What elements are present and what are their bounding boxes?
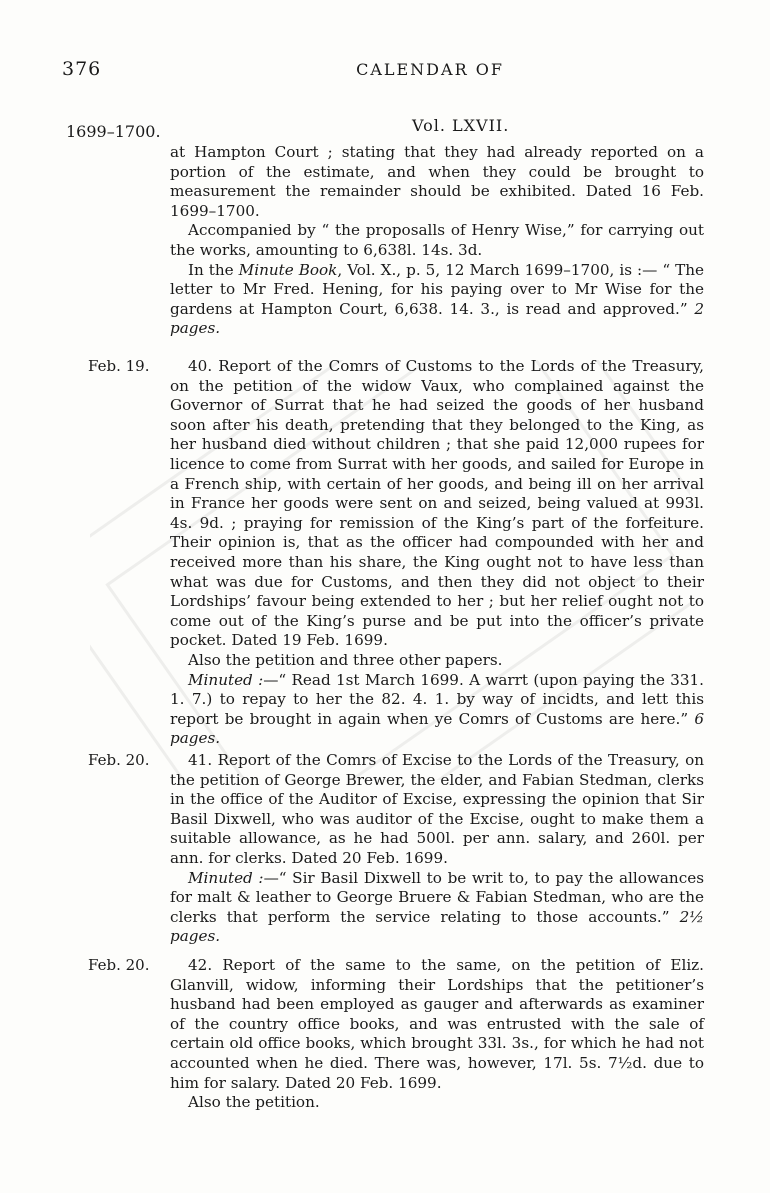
entry-40-enclosures: Also the petition and three other papers.	[188, 650, 503, 669]
minute-book-title: Minute Book	[238, 260, 338, 279]
minute-book-prefix: In the	[188, 260, 239, 279]
entry-42-enclosures: Also the petition.	[188, 1093, 320, 1112]
entry-continuation	[170, 143, 704, 339]
volume-heading: Vol. LXVII.	[412, 116, 510, 135]
minuted-label: Minuted :	[188, 868, 264, 887]
minute-text: —“ Sir Basil Dixwell to be writ to, to pay the allowances for malt & leather to George Bruere & Fabian Stedman, who are the clerks that perform the service relating to those accounts.”	[170, 868, 704, 926]
running-title: CALENDAR OF	[356, 60, 504, 79]
entry-40-report: 40. Report of the Comrs of Customs to the Lords of the Treasury, on the petition of the widow Vaux, who complained against the Governor of Surrat that he had seized the goods of her husband soon after his death, pretending that they belonged to the King, as her husband died without children ; that she paid 12,000 rupees for licence to come from Surrat with her goods, and sailed for Europe in a French ship, with certain of her goods, and being ill on her arrival in France her goods were sent on and seized, being valued at 993l. 4s. 9d. ; praying for remission of the King’s part of the forfeiture. Their opinion is, that as the officer had compounded with her and received more than his share, the King ought not to have less than what was due for Customs, and then they did not object to their Lordships’ favour being extended to her ; but her relief ought not to come out of the King’s purse and be put into the officer’s private pocket. Dated 19 Feb. 1699.	[170, 357, 704, 650]
entry-42	[170, 956, 704, 1113]
entry-date-42: Feb. 20.	[88, 956, 150, 974]
entry-41	[170, 751, 704, 947]
minute-text: —“ Read 1st March 1699. A warrt (upon paying the 331. 1. 7.) to repay to her the 82. 4. 1. by way of incidts, and lett this report be brought in again when ye Comrs of Customs are here.”	[170, 670, 705, 728]
minute-book-text: , Vol. X., p. 5, 12 March 1699–1700, is :— “ The letter to Mr Fred. Hening, for his paying over to Mr Wise for the gardens at Hampton Court, 6,638. 14. 3., is read and approved.”	[170, 260, 704, 318]
entry-40	[170, 357, 704, 749]
minute-book-paragraph	[170, 261, 704, 339]
continuation-paragraph: at Hampton Court ; stating that they had already reported on a portion of the estimate, and when they could be brought to measurement the remainder should be exhibited. Dated 16 Feb. 1699–1700.	[170, 143, 704, 220]
year-range: 1699–1700.	[66, 122, 161, 141]
entry-date-41: Feb. 20.	[88, 751, 150, 769]
entry-41-report: 41. Report of the Comrs of Excise to the Lords of the Treasury, on the petition of George Brewer, the elder, and Fabian Stedman, clerks in the office of the Auditor of Excise, expressing the opinion that Sir Basil Dixwell, who was auditor of the Excise, ought to make them a suitable allowance, as he had 500l. per ann. salary, and 260l. per ann. for clerks. Dated 20 Feb. 1699.	[170, 751, 704, 867]
page-count: 6 pages.	[170, 709, 704, 748]
minuted-label: Minuted :	[188, 670, 264, 689]
entry-date-40: Feb. 19.	[88, 357, 150, 375]
entry-41-minute	[170, 869, 704, 947]
page-count: 2 pages.	[170, 299, 704, 338]
entry-40-minute	[170, 671, 704, 749]
page-count: 2½ pages.	[170, 907, 704, 946]
entry-42-report: 42. Report of the same to the same, on the petition of Eliz. Glanvill, widow, informing their Lordships that the petitioner’s husband had been employed as gauger and afterwards as examiner of the country office books, and was entrusted with the sale of certain old office books, which brought 33l. 3s., for which he had not accounted when he died. There was, however, 17l. 5s. 7½d. due to him for salary. Dated 20 Feb. 1699.	[170, 956, 704, 1092]
page-number: 376	[62, 58, 102, 80]
accompaniment-paragraph: Accompanied by “ the proposalls of Henry Wise,” for carrying out the works, amounting to 6,638l. 14s. 3d.	[170, 221, 704, 259]
